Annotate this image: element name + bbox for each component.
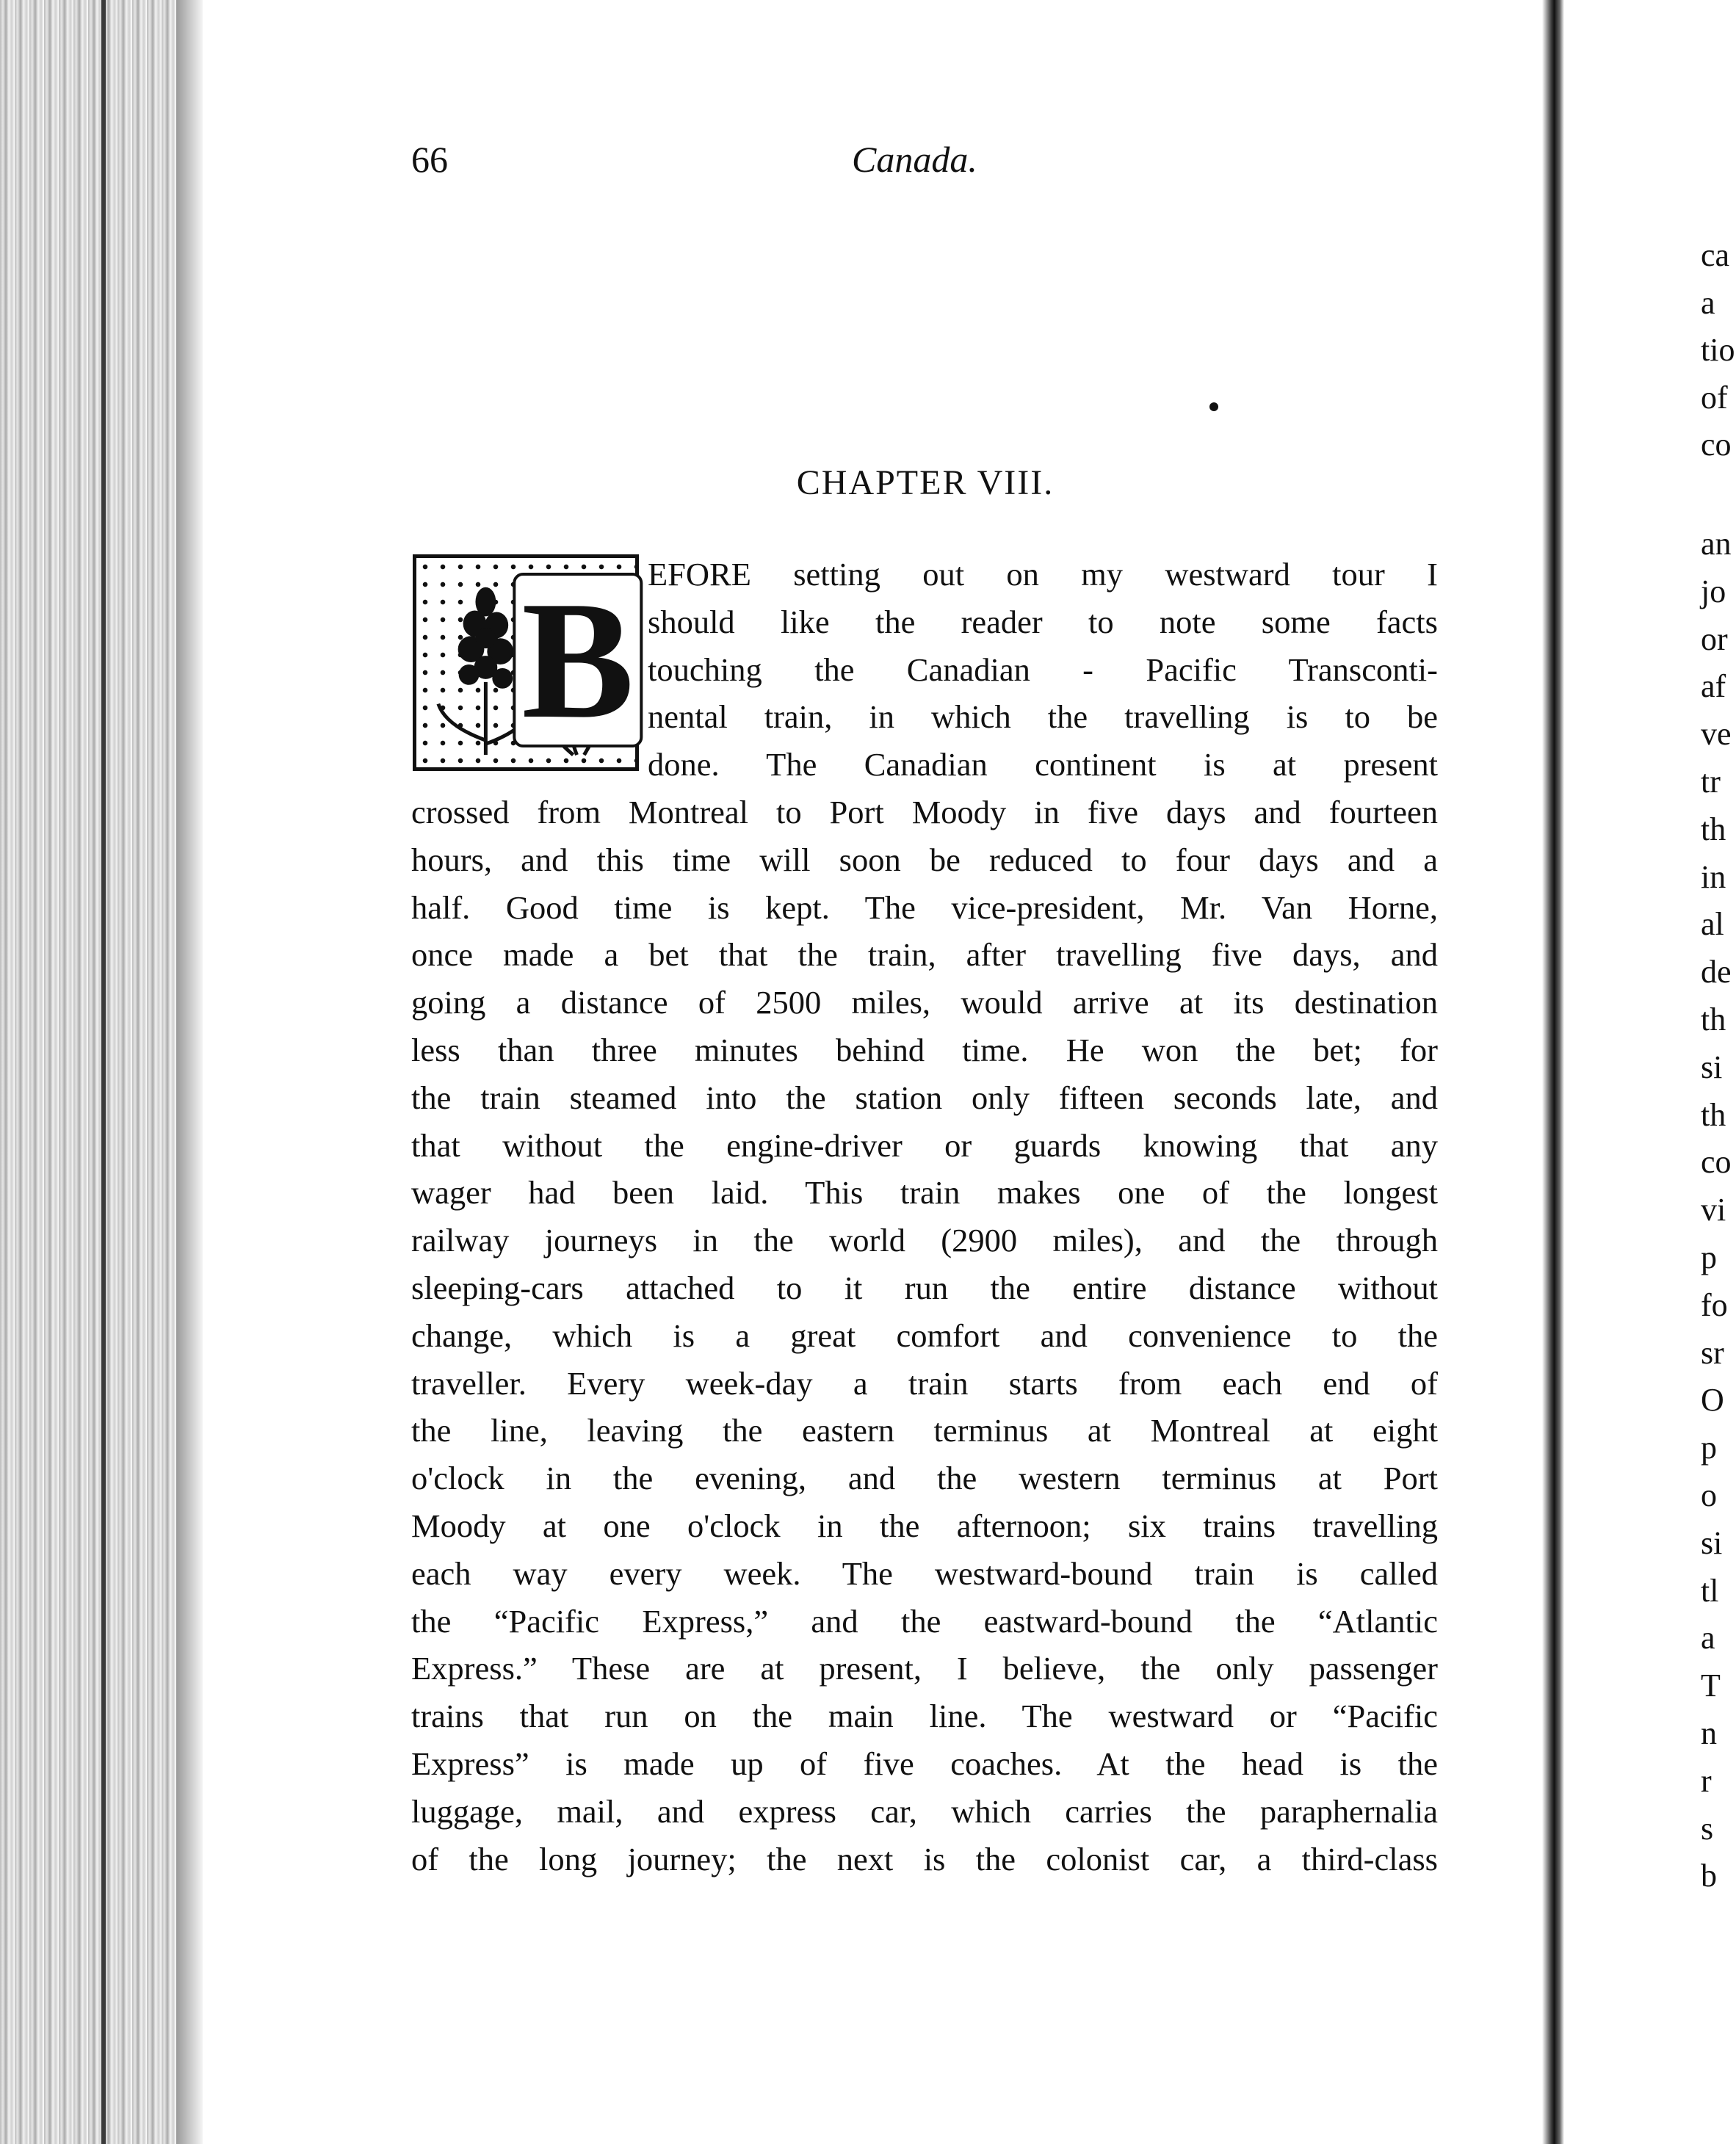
right-page-fragment: or	[1701, 620, 1728, 657]
right-page-fragment: co	[1701, 427, 1732, 463]
text-line: half. Good time is kept. The vice-president, Mr. Van Horne,	[411, 888, 1438, 926]
text-line: hours, and this time will soon be reduced to four days and a	[411, 841, 1438, 878]
running-title: Canada.	[852, 139, 977, 180]
right-page-fragment: p	[1701, 1239, 1717, 1275]
right-page-fragment: r	[1701, 1762, 1712, 1799]
text-line: once made a bet that the train, after travelling five days, and	[411, 936, 1438, 974]
page-header	[411, 138, 1439, 189]
page-edge-line	[101, 0, 106, 2144]
right-page-fragment: si	[1701, 1524, 1723, 1561]
right-page-fragment: in	[1701, 858, 1726, 895]
ink-speck	[1209, 402, 1218, 411]
right-page-fragment: n	[1701, 1715, 1717, 1751]
text-line: Moody at one o'clock in the afternoon; six trains travelling	[411, 1507, 1438, 1544]
right-page-fragment: s	[1701, 1810, 1714, 1847]
right-page-fragment: th	[1701, 1002, 1726, 1037]
right-page-fragment: of	[1701, 379, 1728, 416]
text-line: going a distance of 2500 miles, would arrive at its destination	[411, 984, 1438, 1021]
right-page-fragment: de	[1701, 954, 1732, 990]
text-line: the train steamed into the station only fifteen seconds late, and	[411, 1079, 1438, 1116]
right-page-fragment: th	[1701, 811, 1726, 847]
text-line: that without the engine-driver or guards knowing that any	[411, 1126, 1438, 1164]
text-line: done. The Canadian continent is at present	[648, 746, 1438, 783]
text-line: the “Pacific Express,” and the eastward-bound the “Atlantic	[411, 1602, 1438, 1640]
text-line: trains that run on the main line. The westward or “Pacific	[411, 1698, 1438, 1735]
right-page-fragment: th	[1701, 1096, 1726, 1133]
right-page-fragment: p	[1701, 1430, 1717, 1466]
right-page-fragment: tl	[1701, 1572, 1719, 1609]
text-line: the line, leaving the eastern terminus at Montreal at eight	[411, 1412, 1438, 1449]
right-page-fragment: b	[1701, 1858, 1717, 1894]
right-page-fragment: T	[1701, 1667, 1721, 1704]
right-page-fragment: tr	[1701, 764, 1721, 800]
right-page-fragment: af	[1701, 668, 1726, 705]
book-gutter	[1542, 0, 1564, 2144]
text-line: o'clock in the evening, and the western terminus at Port	[411, 1460, 1438, 1497]
page-number: 66	[411, 139, 448, 180]
right-page-fragment: a	[1701, 1620, 1715, 1656]
body-text	[411, 551, 1438, 1883]
text-line: nental train, in which the travelling is to be	[648, 698, 1438, 736]
right-page-fragment: co	[1701, 1144, 1732, 1181]
right-page-fragment: jo	[1701, 573, 1726, 609]
text-line: sleeping-cars attached to it run the entire distance without	[411, 1269, 1438, 1306]
text-line: luggage, mail, and express car, which carries the paraphernalia	[411, 1792, 1438, 1830]
chapter-title: CHAPTER VIII.	[796, 463, 1055, 502]
right-page-fragment: al	[1701, 906, 1724, 943]
right-page-fragment: a	[1701, 284, 1715, 321]
right-page-fragment: fo	[1701, 1286, 1728, 1323]
text-line: touching the Canadian - Pacific Transconti-	[648, 651, 1438, 688]
text-line: crossed from Montreal to Port Moody in five days and fourteen	[411, 793, 1438, 830]
text-line: Express” is made up of five coaches. At the head is the	[411, 1745, 1438, 1782]
right-page-fragment: sr	[1701, 1334, 1724, 1371]
page-edge-shadow	[176, 0, 203, 2144]
right-page-fragment: an	[1701, 526, 1732, 562]
text-line: should like the reader to note some facts	[648, 603, 1438, 640]
text-line: Express.” These are at present, I believe, the only passenger	[411, 1650, 1438, 1687]
right-page-fragment: o	[1701, 1477, 1717, 1513]
right-page-fragment: vi	[1701, 1192, 1726, 1228]
drop-cap-letter: B	[513, 573, 643, 747]
right-page-fragment: si	[1701, 1049, 1723, 1085]
text-line: less than three minutes behind time. He won the bet; for	[411, 1031, 1438, 1068]
right-page-fragment: tio	[1701, 332, 1735, 368]
right-page-fragment: ve	[1701, 716, 1732, 753]
text-line: traveller. Every week-day a train starts from each end of	[411, 1364, 1438, 1402]
right-page-fragment: ca	[1701, 237, 1730, 273]
text-line: EFORE setting out on my westward tour I	[648, 556, 1438, 593]
text-line: of the long journey; the next is the colonist car, a third-class	[411, 1840, 1438, 1877]
right-page-fragment: O	[1701, 1382, 1724, 1419]
text-line: wager had been laid. This train makes one of the longest	[411, 1174, 1438, 1212]
text-line: each way every week. The westward-bound train is called	[411, 1554, 1438, 1592]
text-line: change, which is a great comfort and convenience to the	[411, 1317, 1438, 1354]
text-line: railway journeys in the world (2900 miles), and the through	[411, 1222, 1438, 1259]
